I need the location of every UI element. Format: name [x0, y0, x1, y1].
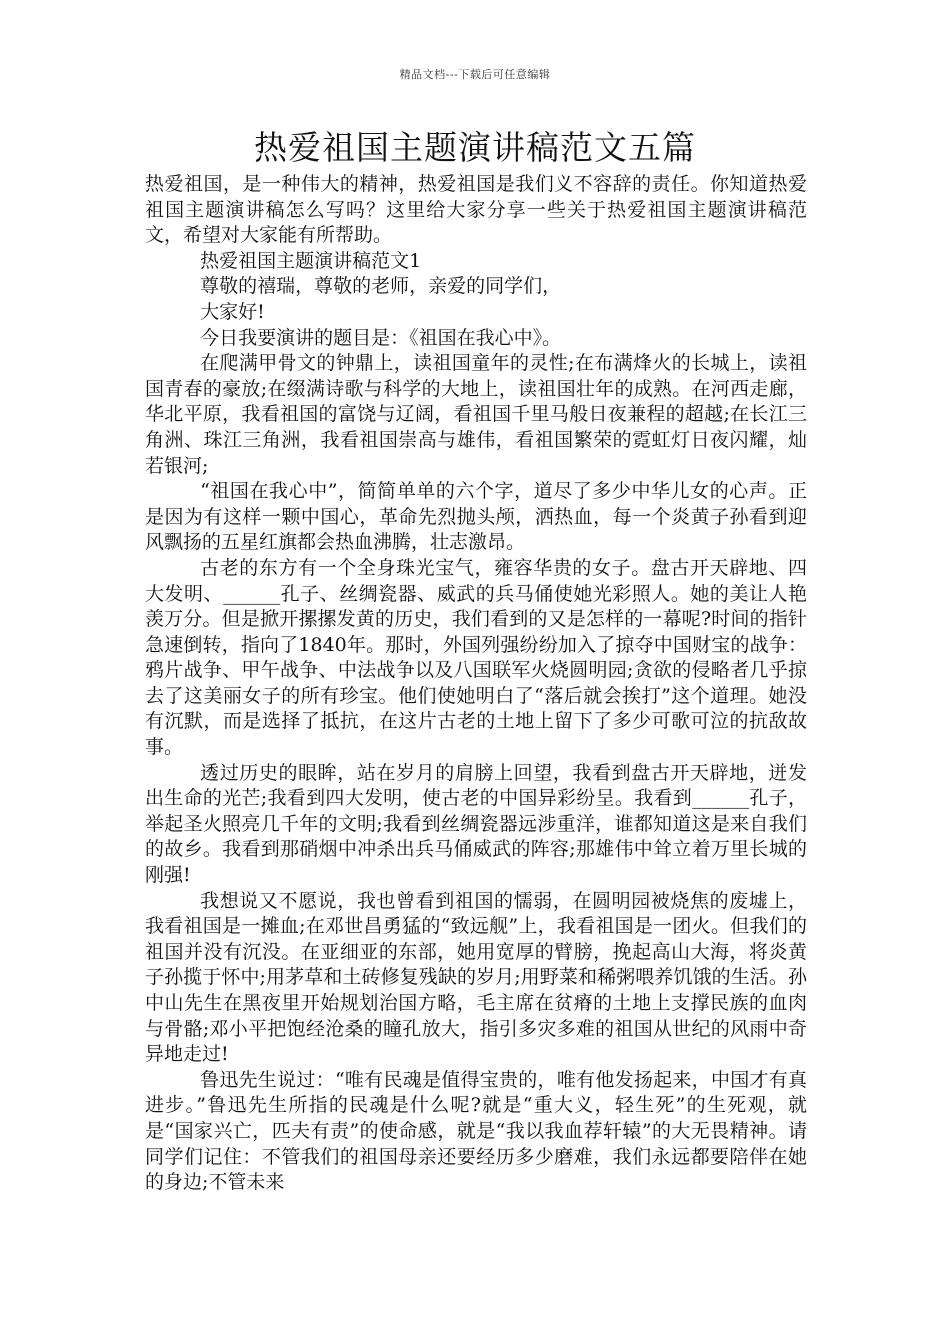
body-paragraph: 透过历史的眼眸，站在岁月的肩膀上回望，我看到盘古开天辟地，迸发出生命的光芒;我看到四大发明，使古老的中国异彩纷呈。我看到______孔子，举起圣火照亮几千年的文明;我看到丝绸瓷器远涉重洋，谁都知道这是来自我们的故乡。我看到那硝烟中冲杀出兵马俑威武的阵容;那雄伟中耸立着万里长城的刚强! [145, 761, 807, 887]
document-title: 热爱祖国主题演讲稿范文五篇 [254, 128, 696, 167]
document-body [145, 172, 807, 1196]
body-paragraph: 古老的东方有一个全身珠光宝气，雍容华贵的女子。盘古开天辟地、四大发明、______孔子、丝绸瓷器、威武的兵马俑使她光彩照人。她的美让人艳羡万分。但是掀开摞摞发黄的历史，我们看到的又是怎样的一幕呢?时间的指针急速倒转，指向了1840年。那时，外国列强纷纷加入了掠夺中国财宝的战争：鸦片战争、甲午战争、中法战争以及八国联军火烧圆明园;贪欲的侵略者几乎掠去了这美丽女子的所有珍宝。他们使她明白了“落后就会挨打”这个道理。她没有沉默，而是选择了抵抗，在这片古老的土地上留下了多少可歌可泣的抗敌故事。 [145, 556, 807, 759]
body-paragraph: 鲁迅先生说过：“唯有民魂是值得宝贵的，唯有他发扬起来，中国才有真进步。”鲁迅先生所指的民魂是什么呢?就是“重大义，轻生死”的生死观，就是“国家兴亡，匹夫有责”的使命感，就是“我以我血荐轩辕”的大无畏精神。请同学们记住：不管我们的祖国母亲还要经历多少磨难，我们永远都要陪伴在她的身边;不管未来 [145, 1068, 807, 1194]
intro-paragraph: 热爱祖国，是一种伟大的精神，热爱祖国是我们义不容辞的责任。你知道热爱祖国主题演讲稿怎么写吗？这里给大家分享一些关于热爱祖国主题演讲稿范文，希望对大家能有所帮助。 [145, 173, 807, 247]
section-heading: 热爱祖国主题演讲稿范文1 [200, 249, 422, 272]
greeting: 大家好! [200, 300, 265, 323]
speech-topic: 今日我要演讲的题目是：《祖国在我心中》。 [200, 326, 562, 349]
body-paragraph: “祖国在我心中”，简简单单的六个字，道尽了多少中华儿女的心声。正是因为有这样一颗中国心，革命先烈抛头颅，洒热血，每一个炎黄子孙看到迎风飘扬的五星红旗都会热血沸腾，壮志激昂。 [145, 480, 807, 554]
salutation: 尊敬的禧瑞，尊敬的老师，亲爱的同学们， [200, 275, 562, 298]
body-paragraph: 我想说又不愿说，我也曾看到祖国的懦弱，在圆明园被烧焦的废墟上，我看祖国是一摊血;在邓世昌勇猛的“致远舰”上，我看祖国是一团火。但我们的祖国并没有沉没。在亚细亚的东部，她用宽厚的臂膀，挽起高山大海，将炎黄子孙揽于怀中;用茅草和土砖修复残缺的岁月;用野菜和稀粥喂养饥饿的生活。孙中山先生在黑夜里开始规划治国方略，毛主席在贫瘠的土地上支撑民族的血肉与骨骼;邓小平把饱经沧桑的瞳孔放大，指引多灾多难的祖国从世纪的风雨中奇异地走过! [145, 889, 807, 1066]
page-header: 精品文档---下载后可任意编辑 [399, 68, 551, 81]
body-paragraph: 在爬满甲骨文的钟鼎上，读祖国童年的灵性;在布满烽火的长城上，读祖国青春的豪放;在缀满诗歌与科学的大地上，读祖国壮年的成熟。在河西走廊，华北平原，我看祖国的富饶与辽阔，看祖国千里马般日夜兼程的超越;在长江三角洲、珠江三角洲，我看祖国崇高与雄伟，看祖国繁荣的霓虹灯日夜闪耀，灿若银河; [145, 352, 807, 477]
